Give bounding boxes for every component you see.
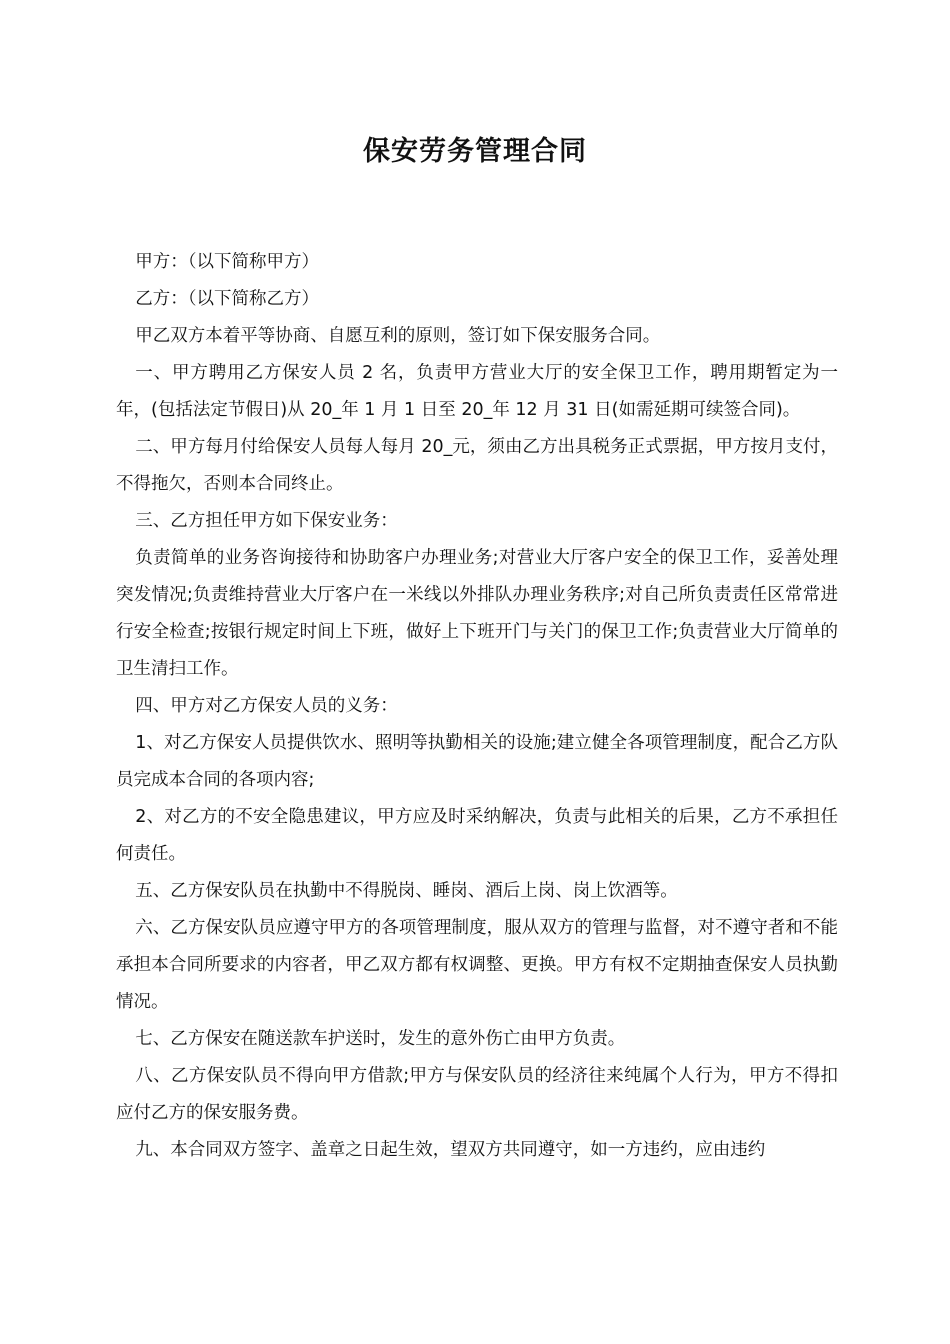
clause-8: 八、乙方保安队员不得向甲方借款;甲方与保安队员的经济往来纯属个人行为，甲方不得扣应付乙方的保安服务费。 xyxy=(116,1066,838,1123)
clause-3-heading: 三、乙方担任甲方如下保安业务： xyxy=(135,511,398,531)
party-b-line: 乙方：（以下简称乙方） xyxy=(135,289,319,309)
clause-5: 五、乙方保安队员在执勤中不得脱岗、睡岗、酒后上岗、岗上饮酒等。 xyxy=(135,881,678,901)
clause-4-heading: 四、甲方对乙方保安人员的义务： xyxy=(135,696,398,716)
document-body xyxy=(116,244,838,1169)
clause-6: 六、乙方保安队员应遵守甲方的各项管理制度，服从双方的管理与监督，对不遵守者和不能承担本合同所要求的内容者，甲乙双方都有权调整、更换。甲方有权不定期抽查保安人员执勤情况。 xyxy=(116,918,838,1012)
clause-4-item-2: 2、对乙方的不安全隐患建议，甲方应及时采纳解决，负责与此相关的后果，乙方不承担任何责任。 xyxy=(116,807,838,864)
document-title: 保安劳务管理合同 xyxy=(363,136,587,167)
clause-2: 二、甲方每月付给保安人员每人每月 20_元，须由乙方出具税务正式票据，甲方按月支付，不得拖欠，否则本合同终止。 xyxy=(116,437,838,494)
clause-9: 九、本合同双方签字、盖章之日起生效，望双方共同遵守，如一方违约，应由违约 xyxy=(135,1140,766,1160)
clause-7: 七、乙方保安在随送款车护送时，发生的意外伤亡由甲方负责。 xyxy=(135,1029,626,1049)
clause-1: 一、甲方聘用乙方保安人员 2 名，负责甲方营业大厅的安全保卫工作，聘用期暂定为一年，(包括法定节假日)从 20_年 1 月 1 日至 20_年 12 月 31 日(如需延期可续签合同)。 xyxy=(116,363,838,420)
preamble-paragraph: 甲乙双方本着平等协商、自愿互利的原则，签订如下保安服务合同。 xyxy=(135,326,661,346)
party-a-line: 甲方：（以下简称甲方） xyxy=(135,252,319,272)
clause-4-item-1: 1、对乙方保安人员提供饮水、照明等执勤相关的设施;建立健全各项管理制度，配合乙方队员完成本合同的各项内容; xyxy=(116,733,838,790)
clause-3-duties: 负责简单的业务咨询接待和协助客户办理业务;对营业大厅客户安全的保卫工作，妥善处理突发情况;负责维持营业大厅客户在一米线以外排队办理业务秩序;对自己所负责责任区常常进行安全检查;按银行规定时间上下班，做好上下班开门与关门的保卫工作;负责营业大厅简单的卫生清扫工作。 xyxy=(116,548,838,679)
